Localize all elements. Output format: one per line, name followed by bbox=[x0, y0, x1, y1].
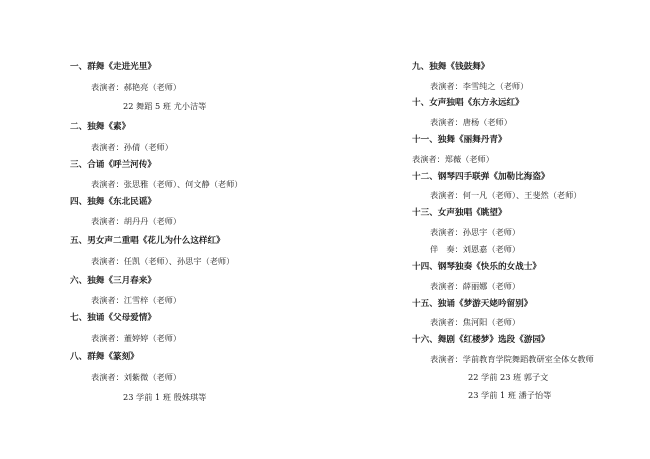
program-title: 四、独舞《东北民谣》 bbox=[70, 197, 156, 207]
performer-credit: 表演者：唐杨（老师） bbox=[430, 117, 512, 127]
program-title: 十三、女声独唱《眺望》 bbox=[412, 208, 507, 218]
performer-credit: 表演者：郝艳亮（老师） bbox=[91, 82, 182, 92]
program-title: 六、独舞《三月春来》 bbox=[70, 276, 156, 286]
program-title: 一、群舞《走进光里》 bbox=[70, 62, 156, 72]
program-title: 九、独舞《钱鼓舞》 bbox=[412, 62, 490, 72]
performer-credit: 表演者：何一凡（老师）、王斐然（老师） bbox=[430, 190, 582, 200]
program-title: 七、独诵《父母爱情》 bbox=[70, 313, 156, 323]
performer-credit: 表演者：李雪纯之（老师） bbox=[430, 81, 529, 91]
performer-credit: 表演者：张思雅（老师）、何文静（老师） bbox=[91, 179, 243, 189]
class-performers: 22 学前 23 班 郭子文 bbox=[468, 372, 549, 382]
performer-credit: 表演者：焦河阳（老师） bbox=[430, 317, 521, 327]
class-performers: 22 舞蹈 5 班 尤小洁等 bbox=[123, 101, 207, 111]
class-performers: 23 学前 1 班 殷姝琪等 bbox=[123, 392, 207, 402]
program-title: 十二、钢琴四手联弹《加勒比海盗》 bbox=[412, 172, 550, 182]
performer-credit: 表演者：胡丹丹（老师） bbox=[91, 216, 182, 226]
program-title: 二、独舞《素》 bbox=[70, 122, 131, 132]
program-title: 十一、独舞《丽舞丹青》 bbox=[412, 135, 507, 145]
program-title: 十五、独诵《梦游天姥吟留别》 bbox=[412, 299, 533, 309]
program-title: 八、群舞《篆刻》 bbox=[70, 352, 139, 362]
accompanist-credit: 伴 奏：刘恩嘉（老师） bbox=[430, 244, 521, 254]
performer-credit: 表演者：孙倩（老师） bbox=[91, 142, 173, 152]
performer-credit: 表演者：刘紫微（老师） bbox=[91, 372, 182, 382]
program-title: 十六、舞剧《红楼梦》选段《游园》 bbox=[412, 335, 550, 345]
performer-credit: 表演者：薛丽娜（老师） bbox=[430, 281, 521, 291]
performer-credit: 表演者：孙思宇（老师） bbox=[430, 227, 521, 237]
class-performers: 23 学前 1 班 潘子怡等 bbox=[468, 390, 552, 400]
program-title: 五、男女声二重唱《花儿为什么这样红》 bbox=[70, 236, 225, 246]
performer-credit: 表演者：任凯（老师）、孙思宇（老师） bbox=[91, 256, 235, 266]
program-title: 三、合诵《呼兰河传》 bbox=[70, 160, 156, 170]
program-title: 十四、钢琴独奏《快乐的女战士》 bbox=[412, 262, 541, 272]
performer-credit: 表演者：郑薇（老师） bbox=[412, 154, 494, 164]
performer-credit: 表演者：江雪梓（老师） bbox=[91, 295, 182, 305]
performer-credit: 表演者：学前教育学院舞蹈教研室全体女教师 bbox=[430, 354, 594, 364]
performer-credit: 表演者：董婷婷（老师） bbox=[91, 333, 182, 343]
program-title: 十、女声独唱《东方永远红》 bbox=[412, 98, 524, 108]
